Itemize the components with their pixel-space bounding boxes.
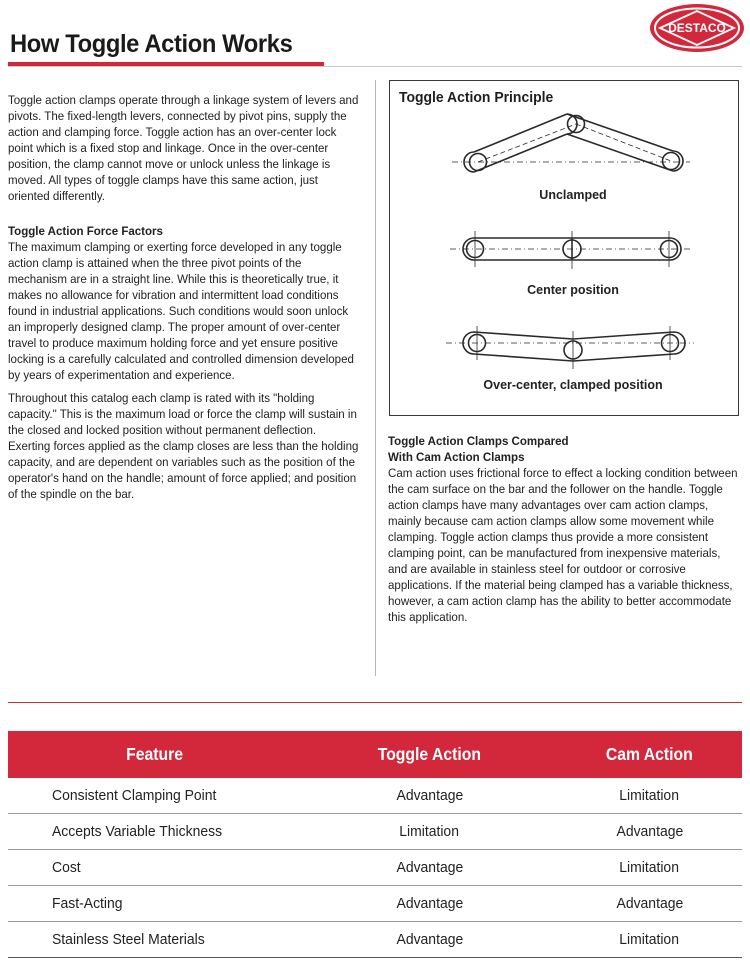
principle-title: Toggle Action Principle <box>399 89 554 106</box>
destaco-logo <box>648 2 746 54</box>
table-row <box>8 850 742 886</box>
table-row <box>8 814 742 850</box>
cam-cell: Advantage <box>557 886 742 922</box>
comparison-heading-line2: With Cam Action Clamps <box>388 450 525 464</box>
feature-cell: Fast-Acting <box>8 886 302 922</box>
cam-cell: Advantage <box>557 814 742 850</box>
toggle-cell: Advantage <box>302 886 557 922</box>
cam-cell: Limitation <box>557 922 742 958</box>
table-row <box>8 886 742 922</box>
cam-cell: Limitation <box>557 850 742 886</box>
toggle-principle-box <box>389 80 739 416</box>
feature-cell: Consistent Clamping Point <box>8 778 302 814</box>
section-divider <box>8 702 742 703</box>
feature-cell: Cost <box>8 850 302 886</box>
force-factors-heading: Toggle Action Force Factors <box>8 224 163 238</box>
comparison-column <box>388 433 741 632</box>
holding-capacity-paragraph: Throughout this catalog each clamp is rated with its "holding capacity." This is the maximum load or force the clamp will sustain in the closed and locked position without permanent deflection. Exerting forces applied as the clamp closes are less than the holding capacity, and are dependent on variables such as the position of the operator's hand on the handle; amount of force applied; and position of the spindle on the bar. <box>8 391 359 501</box>
intro-column <box>8 92 361 509</box>
table-header-row <box>8 731 742 778</box>
toggle-cell: Advantage <box>302 778 557 814</box>
page-title: How Toggle Action Works <box>10 30 293 58</box>
table-row <box>8 778 742 814</box>
header-cam-action: Cam Action <box>557 731 742 778</box>
feature-cell: Stainless Steel Materials <box>8 922 302 958</box>
over-center-linkage <box>446 326 694 369</box>
comparison-heading-line1: Toggle Action Clamps Compared <box>388 434 569 448</box>
toggle-cell: Advantage <box>302 922 557 958</box>
header-feature: Feature <box>8 731 302 778</box>
header-toggle-action: Toggle Action <box>302 731 557 778</box>
toggle-cell: Advantage <box>302 850 557 886</box>
feature-cell: Accepts Variable Thickness <box>8 814 302 850</box>
intro-paragraph: Toggle action clamps operate through a linkage system of levers and pivots. The fixed-length levers, connected by pivot pins, supply the action and clamping force. Toggle action has an over-center lock point which is a fixed stop and linkage. Once in the over-center position, the clamp cannot move or unlock unless the linkage is moved. All types of toggle clamps have this same action, just oriented differently. <box>8 93 359 203</box>
center-position-label: Center position <box>527 283 619 297</box>
pivot-pin-right <box>663 153 680 170</box>
table-row <box>8 922 742 958</box>
cam-cell: Limitation <box>557 778 742 814</box>
header-divider <box>8 66 742 67</box>
unclamped-linkage <box>452 114 690 172</box>
logo-text: DESTACO <box>668 21 726 35</box>
center-linkage <box>450 231 690 269</box>
force-factors-paragraph: The maximum clamping or exerting force developed in any toggle action clamp is attained when the three pivot points of the mechanism are in a straight line. While this is theoretically true, it makes no allowance for vibration and intermittent load conditions found in industrial applications. Such conditions would soon unlock an improperly designed clamp. The proper amount of over-center travel to produce maximum holding force and yet ensure positive locking is a carefully calculated and controlled dimension developed by years of experimentation and experience. <box>8 240 354 382</box>
unclamped-label: Unclamped <box>539 188 607 202</box>
comparison-table <box>8 731 742 958</box>
column-divider <box>375 80 376 676</box>
linkage-diagram <box>390 81 740 417</box>
comparison-paragraph: Cam action uses frictional force to effect a locking condition between the cam surface on the bar and the follower on the handle. Toggle action clamps have many advantages over cam action clamps, mainly because cam action clamps allow some movement while clamping. Toggle action clamps thus provide a more consistent clamping point, can be manufactured from inexpensive materials, and are available in stainless steel for outdoor or corrosive applications. If the material being clamped has a variable thickness, however, a cam action clamp has the ability to better accommodate this application. <box>388 466 738 624</box>
toggle-cell: Limitation <box>302 814 557 850</box>
over-center-label: Over-center, clamped position <box>483 378 663 392</box>
